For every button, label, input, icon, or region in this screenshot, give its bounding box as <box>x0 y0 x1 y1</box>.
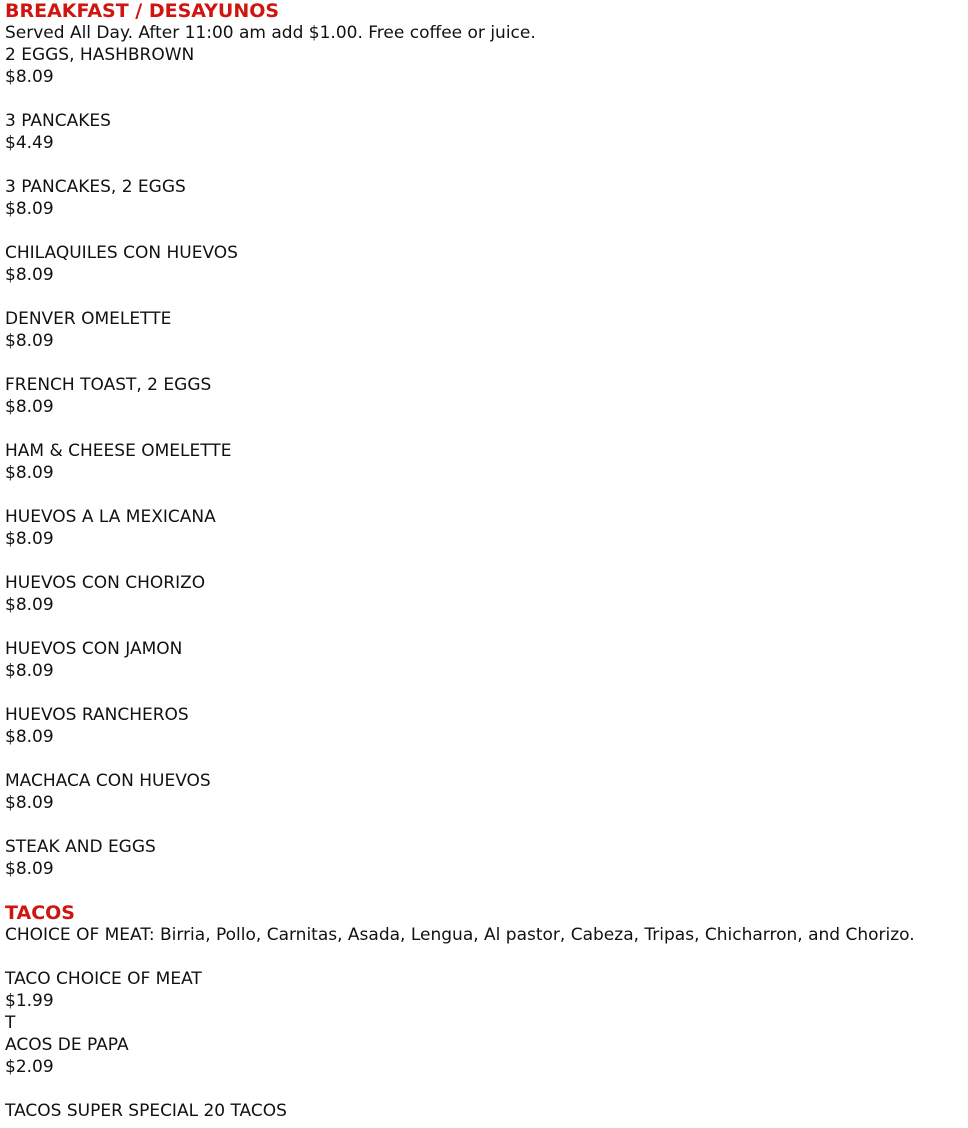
menu-item <box>5 638 963 682</box>
item-name: FRENCH TOAST, 2 EGGS <box>5 375 212 395</box>
item-price: $8.09 <box>5 529 54 549</box>
item-name: STEAK AND EGGS <box>5 837 156 857</box>
item-name: HUEVOS CON CHORIZO <box>5 573 206 593</box>
item-price: $4.49 <box>5 133 54 153</box>
item-price: $8.09 <box>5 331 54 351</box>
menu-item <box>5 374 963 418</box>
item-name: HUEVOS CON JAMON <box>5 639 183 659</box>
item-price: $8.09 <box>5 265 54 285</box>
menu-item <box>5 1012 963 1078</box>
item-price: $2.09 <box>5 1057 54 1077</box>
item-price: $8.09 <box>5 67 54 87</box>
menu-item <box>5 704 963 748</box>
item-price: $8.09 <box>5 199 54 219</box>
menu-item <box>5 110 963 154</box>
item-price: $8.09 <box>5 463 54 483</box>
item-name: 2 EGGS, HASHBROWN <box>5 45 195 65</box>
menu-item <box>5 968 963 1012</box>
item-name: MACHACA CON HUEVOS <box>5 771 211 791</box>
item-name: HUEVOS RANCHEROS <box>5 705 189 725</box>
tacos-section <box>5 902 963 1122</box>
item-price: $8.09 <box>5 859 54 879</box>
item-price: $1.99 <box>5 991 54 1011</box>
section-title-tacos: TACOS <box>5 902 75 924</box>
section-title-breakfast: BREAKFAST / DESAYUNOS <box>5 0 280 22</box>
section-note-tacos: CHOICE OF MEAT: Birria, Pollo, Carnitas, Asada, Lengua, Al pastor, Cabeza, Tripas, Chicharron, and Chorizo. <box>5 925 915 945</box>
breakfast-section <box>5 0 963 902</box>
menu-item <box>5 176 963 220</box>
item-name: TACOS SUPER SPECIAL 20 TACOS <box>5 1101 287 1121</box>
item-name: HAM & CHEESE OMELETTE <box>5 441 232 461</box>
item-price: $8.09 <box>5 397 54 417</box>
menu-item <box>5 506 963 550</box>
menu-item <box>5 572 963 616</box>
item-name: 3 PANCAKES <box>5 111 111 131</box>
item-price: $8.09 <box>5 793 54 813</box>
item-name: HUEVOS A LA MEXICANA <box>5 507 216 527</box>
item-price: $8.09 <box>5 727 54 747</box>
item-price: $8.09 <box>5 595 54 615</box>
menu-item <box>5 308 963 352</box>
menu-item <box>5 242 963 286</box>
menu-item <box>5 770 963 814</box>
item-price: $8.09 <box>5 661 54 681</box>
item-name: DENVER OMELETTE <box>5 309 172 329</box>
section-note-breakfast: Served All Day. After 11:00 am add $1.00. Free coffee or juice. <box>5 23 536 43</box>
item-name-line1: T <box>5 1013 16 1033</box>
menu-item <box>5 836 963 880</box>
item-name-line2: ACOS DE PAPA <box>5 1035 129 1055</box>
item-name: 3 PANCAKES, 2 EGGS <box>5 177 186 197</box>
item-name: CHILAQUILES CON HUEVOS <box>5 243 238 263</box>
menu-item <box>5 1100 963 1122</box>
item-name: TACO CHOICE OF MEAT <box>5 969 202 989</box>
menu-item <box>5 440 963 484</box>
menu-item <box>5 44 963 88</box>
